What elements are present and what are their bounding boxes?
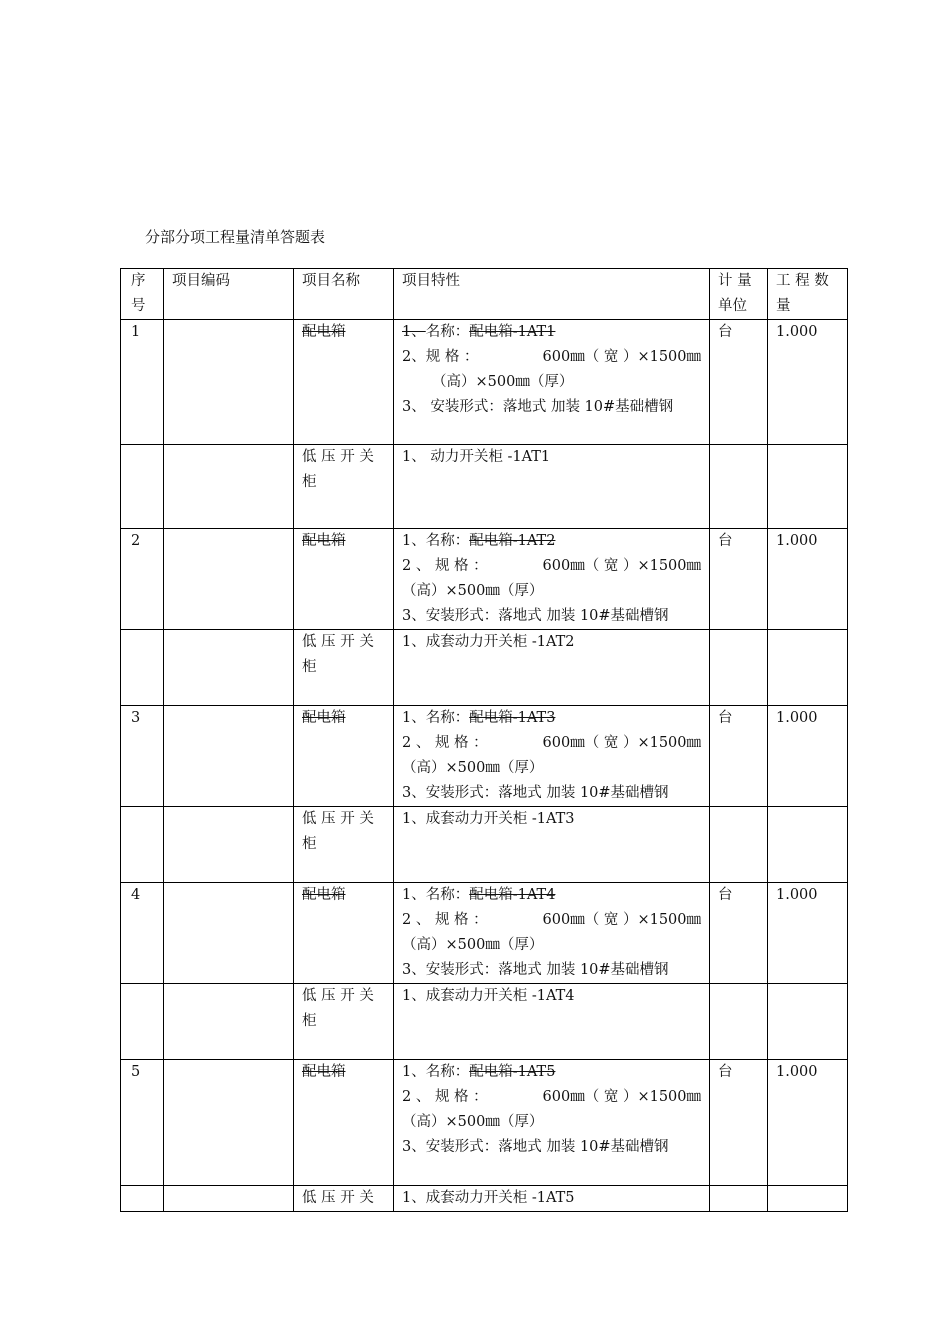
- feature-line-2: 2 、 规 格 ： 600㎜（ 宽 ）×1500㎜: [402, 735, 701, 751]
- feature-line-2: 2 、 规 格 ： 600㎜（ 宽 ）×1500㎜: [402, 558, 701, 574]
- name-cell: 低 压 开 关 柜: [294, 630, 394, 706]
- feature-cell: 1、 动力开关柜 -1AT1: [394, 445, 710, 529]
- feature-line-2b: （高）×500㎜（厚）: [432, 374, 574, 390]
- feature-cell: [394, 320, 710, 445]
- feature-cell: [394, 706, 710, 807]
- header-code: 项目编码: [164, 269, 294, 320]
- feature-line-3: 3、安装形式：落地式 加装 10#基础槽钢: [402, 608, 669, 624]
- name-cell: 配电箱: [294, 529, 394, 630]
- seq-cell: 4: [121, 883, 164, 984]
- seq-cell: 2: [121, 529, 164, 630]
- name-cell: 低 压 开 关 柜: [294, 445, 394, 529]
- unit-cell: 台: [710, 706, 768, 807]
- feature-line-3: 3、安装形式：落地式 加装 10#基础槽钢: [402, 962, 669, 978]
- feature-line-2: 2 、 规 格 ： 600㎜（ 宽 ）×1500㎜: [402, 1089, 701, 1105]
- header-quantity: 工 程 数 量: [768, 269, 848, 320]
- table-row: [121, 984, 848, 1060]
- feature-line-2b: （高）×500㎜（厚）: [402, 1114, 544, 1130]
- table-title: 分部分项工程量清单答题表: [145, 228, 326, 246]
- bill-of-quantities-table: [120, 268, 848, 1212]
- name-cell: 低 压 开 关 柜: [294, 807, 394, 883]
- table-row: [121, 706, 848, 807]
- feature-cell: 1、成套动力开关柜 -1AT2: [394, 630, 710, 706]
- feature-cell: 1、成套动力开关柜 -1AT5: [394, 1186, 710, 1212]
- feature-line-3: 3、安装形式：落地式 加装 10#基础槽钢: [402, 785, 669, 801]
- unit-cell: 台: [710, 529, 768, 630]
- header-seq: 序 号: [121, 269, 164, 320]
- quantity-cell: 1.000: [768, 1060, 848, 1186]
- quantity-cell: 1.000: [768, 320, 848, 445]
- table-row: [121, 807, 848, 883]
- feature-cell: [394, 529, 710, 630]
- name-cell: 配电箱: [294, 706, 394, 807]
- table-row: [121, 320, 848, 445]
- feature-cell: 1、成套动力开关柜 -1AT4: [394, 984, 710, 1060]
- name-cell: 配电箱: [294, 320, 394, 445]
- feature-line-1: 1、名称：配电箱-1AT2: [402, 533, 556, 549]
- name-cell: 配电箱: [294, 1060, 394, 1186]
- header-feature: 项目特性: [394, 269, 710, 320]
- header-name: 项目名称: [294, 269, 394, 320]
- header-unit: 计 量 单位: [710, 269, 768, 320]
- quantity-cell: 1.000: [768, 883, 848, 984]
- feature-line-3: 3、安装形式：落地式 加装 10#基础槽钢: [402, 1139, 669, 1155]
- quantity-cell: 1.000: [768, 706, 848, 807]
- feature-cell: 1、成套动力开关柜 -1AT3: [394, 807, 710, 883]
- feature-line-2b: （高）×500㎜（厚）: [402, 583, 544, 599]
- feature-line-1: 1、名称：配电箱-1AT3: [402, 710, 556, 726]
- seq-cell: 5: [121, 1060, 164, 1186]
- code-cell: [164, 1060, 294, 1186]
- quantity-cell: 1.000: [768, 529, 848, 630]
- table-row: [121, 883, 848, 984]
- seq-cell: 3: [121, 706, 164, 807]
- feature-line-1: 1、名称：配电箱-1AT4: [402, 887, 556, 903]
- unit-cell: 台: [710, 1060, 768, 1186]
- code-cell: [164, 320, 294, 445]
- feature-line-2b: （高）×500㎜（厚）: [402, 937, 544, 953]
- code-cell: [164, 883, 294, 984]
- feature-cell: [394, 883, 710, 984]
- table-row: [121, 529, 848, 630]
- table-row: [121, 1186, 848, 1212]
- feature-line-1: 1、名称：配电箱-1AT5: [402, 1064, 556, 1080]
- code-cell: [164, 706, 294, 807]
- feature-line-2: 2 、 规 格 ： 600㎜（ 宽 ）×1500㎜: [402, 912, 701, 928]
- unit-cell: 台: [710, 883, 768, 984]
- table-row: [121, 445, 848, 529]
- feature-line-3: 3、 安装形式：落地式 加装 10#基础槽钢: [402, 399, 674, 415]
- feature-line-2: 2、规 格 ： 600㎜（ 宽 ）×1500㎜: [402, 349, 701, 365]
- name-cell: 低 压 开 关: [294, 1186, 394, 1212]
- feature-line-1: 1、名称：配电箱-1AT1: [402, 324, 556, 340]
- table-row: [121, 1060, 848, 1186]
- header-row: [121, 269, 848, 320]
- name-cell: 低 压 开 关 柜: [294, 984, 394, 1060]
- table-row: [121, 630, 848, 706]
- feature-line-2b: （高）×500㎜（厚）: [402, 760, 544, 776]
- feature-cell: [394, 1060, 710, 1186]
- code-cell: [164, 529, 294, 630]
- unit-cell: 台: [710, 320, 768, 445]
- seq-cell: 1: [121, 320, 164, 445]
- name-cell: 配电箱: [294, 883, 394, 984]
